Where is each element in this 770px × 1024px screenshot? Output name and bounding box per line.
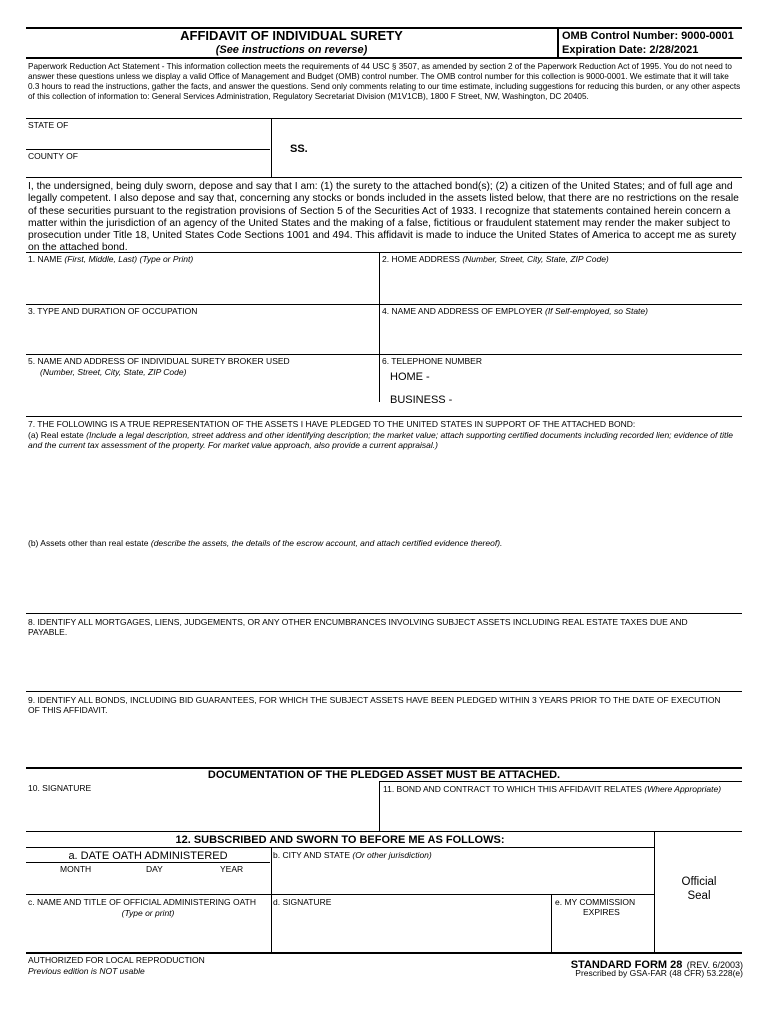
city-state-hint: (Or other jurisdiction) xyxy=(352,850,432,860)
field-10-label: 10. SIGNATURE xyxy=(28,783,92,793)
field-3-label: 3. TYPE AND DURATION OF OCCUPATION xyxy=(28,306,198,316)
field-7b-title: (b) Assets other than real estate xyxy=(28,538,149,548)
commission-expires-field[interactable] xyxy=(552,920,653,950)
field-7a-hint: (Include a legal description, street address and other identifying description; the market value; attach supporting certified documents including recorded lien; evidence of title and the current tax assessment of the property. For market value approach, also provide a current appraisal.) xyxy=(28,430,733,451)
official-name-field[interactable] xyxy=(26,920,270,950)
field-7-label: 7. THE FOLLOWING IS A TRUE REPRESENTATION OF THE ASSETS I HAVE PLEDGED TO THE UNITED STATES IN SUPPORT OF THE ATTACHED BOND: xyxy=(28,419,636,429)
reproduction-note: AUTHORIZED FOR LOCAL REPRODUCTION xyxy=(28,955,205,965)
field-4-title: 4. NAME AND ADDRESS OF EMPLOYER xyxy=(382,306,543,316)
seal-line-2: Seal xyxy=(687,890,711,902)
expiration-date: Expiration Date: 2/28/2021 xyxy=(562,44,699,56)
field-7b-label xyxy=(28,538,502,548)
official-name-label: c. NAME AND TITLE OF OFFICIAL ADMINISTERING OATH xyxy=(28,897,256,907)
field-1-label xyxy=(28,254,193,264)
form-subtitle: (See instructions on reverse) xyxy=(215,44,368,56)
year-field[interactable] xyxy=(198,875,268,893)
field-11-title: 11. BOND AND CONTRACT TO WHICH THIS AFFIDAVIT RELATES xyxy=(383,784,642,794)
field-2-hint: (Number, Street, City, State, ZIP Code) xyxy=(462,254,609,264)
previous-edition-note: Previous edition is NOT usable xyxy=(28,966,145,976)
bond-contract-field[interactable] xyxy=(380,795,742,831)
field-1-title: 1. NAME xyxy=(28,254,63,264)
form-title: AFFIDAVIT OF INDIVIDUAL SURETY xyxy=(180,28,403,43)
home-phone-label: HOME - xyxy=(390,371,430,383)
year-label: YEAR xyxy=(220,864,244,874)
signature-field[interactable] xyxy=(26,794,378,830)
occupation-field[interactable] xyxy=(26,317,378,353)
field-4-label xyxy=(382,306,648,316)
state-of-label: STATE OF xyxy=(28,120,69,130)
section-12-title: 12. SUBSCRIBED AND SWORN TO BEFORE ME AS FOLLOWS: xyxy=(175,834,505,846)
city-state-title: b. CITY AND STATE xyxy=(273,850,350,860)
field-4-hint: (If Self-employed, so State) xyxy=(544,306,648,316)
oath-statement: I, the undersigned, being duly sworn, depose and say that I am: (1) the surety to the attached bond(s); (2) a citizen of the United States; and of full age and legally competent. I also depose and say that, concerning any stocks or bonds included in the assets listed below, that there are no restrictions on the resale of these securities pursuant to the registration provisions of Section 5 of the Securities Act of 1933. I recognize that statements contained herein concern a matter within the jurisdiction of an agency of the United States and the making of a false, fictitious or fraudulent statement may render the maker subject to prosecution under Title 18, United States Code Sections 1001 and 494. This affidavit is made to induce the United States of America to accept me as surety on the attached bond. xyxy=(28,181,739,254)
official-signature-field[interactable] xyxy=(272,908,550,950)
month-label: MONTH xyxy=(60,864,92,874)
encumbrances-field[interactable] xyxy=(26,640,742,690)
commission-line-1: e. MY COMMISSION xyxy=(555,897,636,907)
field-2-title: 2. HOME ADDRESS xyxy=(382,254,460,264)
business-phone-field[interactable] xyxy=(454,391,742,409)
broker-field[interactable] xyxy=(26,378,378,416)
field-9-label: 9. IDENTIFY ALL BONDS, INCLUDING BID GUARANTEES, FOR WHICH THE SUBJECT ASSETS HAVE BEEN PLEDGED WITHIN 3 YEARS PRIOR TO THE DATE OF EXECUTION OF THIS AFFIDAVIT. xyxy=(28,695,721,716)
omb-control-number: OMB Control Number: 9000-0001 xyxy=(562,30,734,42)
month-field[interactable] xyxy=(30,875,110,893)
date-oath-label: a. DATE OATH ADMINISTERED xyxy=(68,850,228,862)
documentation-notice: DOCUMENTATION OF THE PLEDGED ASSET MUST BE ATTACHED. xyxy=(207,769,561,781)
name-field[interactable] xyxy=(26,265,378,303)
day-label: DAY xyxy=(146,864,163,874)
city-state-field[interactable] xyxy=(272,861,653,893)
paperwork-statement: Paperwork Reduction Act Statement - This information collection meets the requirements of 44 USC § 3507, as amended by section 2 of the Paperwork Reduction Act of 1995. You do not need to answer these questions unless we display a valid Office of Management and Budget (OMB) control number. The OMB control number for this collection is 9000-0001. We estimate that it will take 0.3 hours to read the instructions, gather the facts, and answer the questions. Send only comments relating to our time estimate, including suggestions for reducing this burden, or any other aspects of this collection of information to: General Services Administration, Regulatory Secretariat Division (M1V1CB), 1800 F Street, NW, Washington, DC 20405. xyxy=(28,62,741,101)
field-7a-title: (a) Real estate xyxy=(28,430,84,440)
field-5-label: 5. NAME AND ADDRESS OF INDIVIDUAL SURETY BROKER USED xyxy=(28,356,290,366)
field-11-hint: (Where Appropriate) xyxy=(644,784,722,794)
commission-line-2: EXPIRES xyxy=(583,907,620,918)
employer-field[interactable] xyxy=(380,317,742,353)
home-address-field[interactable] xyxy=(380,265,742,303)
official-name-hint: (Type or print) xyxy=(121,908,175,918)
real-estate-field[interactable] xyxy=(26,455,742,535)
field-1-hint: (First, Middle, Last) (Type or Print) xyxy=(64,254,194,264)
official-signature-label: d. SIGNATURE xyxy=(273,897,332,907)
field-5-hint: (Number, Street, City, State, ZIP Code) xyxy=(40,367,187,377)
day-field[interactable] xyxy=(120,875,190,893)
field-8-label: 8. IDENTIFY ALL MORTGAGES, LIENS, JUDGEMENTS, OR ANY OTHER ENCUMBRANCES INVOLVING SUBJECT ASSETS INCLUDING REAL ESTATE TAXES DUE AND PAYABLE. xyxy=(28,617,688,638)
other-assets-field[interactable] xyxy=(26,550,742,612)
field-2-label xyxy=(382,254,609,264)
pledged-bonds-field[interactable] xyxy=(26,718,742,766)
field-7b-hint: (describe the assets, the details of the escrow account, and attach certified evidence thereof). xyxy=(150,538,503,548)
home-phone-field[interactable] xyxy=(432,368,742,386)
form-name: STANDARD FORM 28 xyxy=(570,959,683,971)
county-of-field[interactable] xyxy=(90,150,270,176)
field-7a-label xyxy=(28,430,740,451)
state-of-field[interactable] xyxy=(26,130,270,148)
business-phone-label: BUSINESS - xyxy=(390,394,453,406)
seal-line-1: Official xyxy=(681,876,717,888)
prescribed-by: Prescribed by GSA-FAR (48 CFR) 53.228(e) xyxy=(575,968,743,978)
form-revision: (REV. 6/2003) xyxy=(686,960,743,970)
ss-mark: SS. xyxy=(290,143,308,155)
commission-expires-label xyxy=(553,897,653,918)
field-6-label: 6. TELEPHONE NUMBER xyxy=(382,356,482,366)
official-seal xyxy=(655,875,743,903)
city-state-label xyxy=(273,850,432,860)
field-11-label xyxy=(383,784,721,794)
county-of-label: COUNTY OF xyxy=(28,151,78,161)
